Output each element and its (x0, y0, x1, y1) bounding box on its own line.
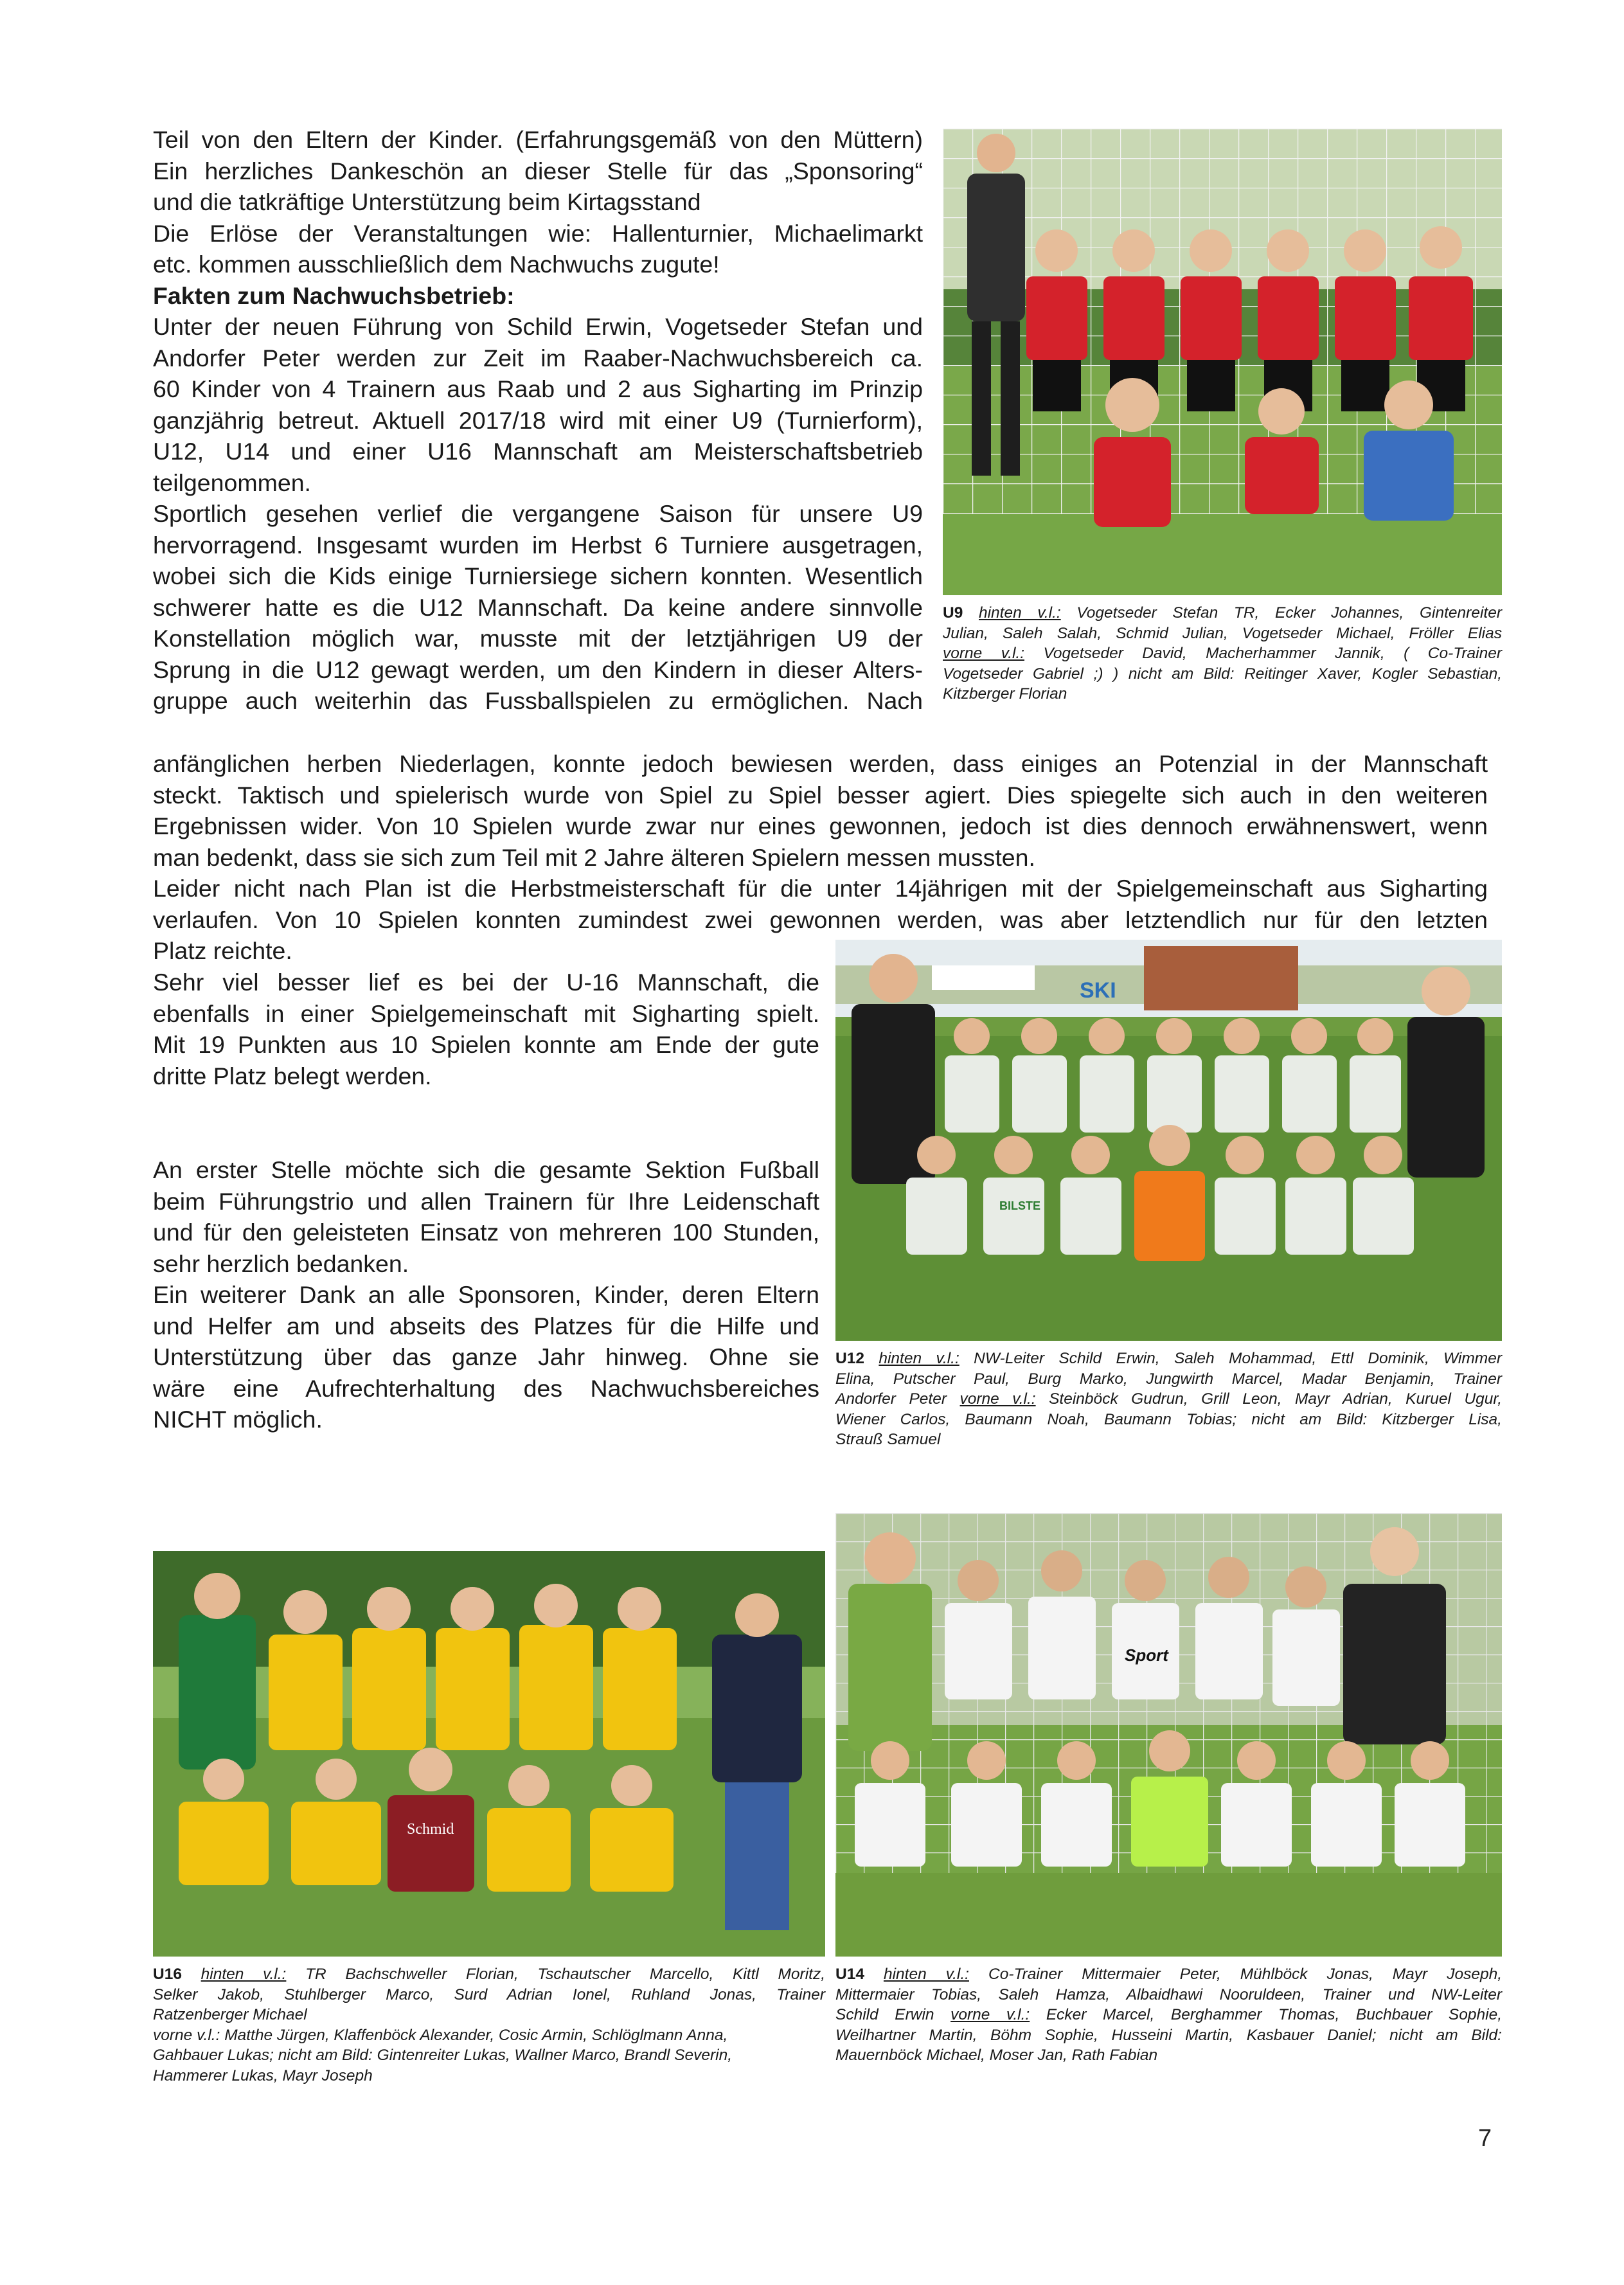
text-line: verlaufen. Von 10 Spielen konnten zumindest zwei gewonnen werden, was aber letztendlich nur für den letzten (153, 906, 1488, 933)
caption-label: vorne v.l.: (943, 645, 1025, 662)
text-line: Sehr viel besser lief es bei der U-16 Mannschaft, die (153, 969, 819, 996)
text-line: sehr herzlich bedanken. (153, 1250, 409, 1277)
text-line: Teil von den Eltern der Kinder. (Erfahrungsgemäß von den Müttern) (153, 126, 923, 153)
text-line: Sportlich gesehen verlief die vergangene Saison für unsere U9 (153, 500, 923, 527)
text-line: Mit 19 Punkten aus 10 Spielen konnte am Ende der gute (153, 1031, 819, 1058)
caption-label: vorne v.l.: (959, 1390, 1036, 1408)
caption-u16: U16 hinten v.l.: TR Bachschweller Florian, Tschautscher Marcello, Kittl Moritz, Selker Jakob, Stuhlberger Marco, Surd Adrian Ionel, Ruhland Jonas, Trainer Ratzenberger Michael vorne v.l.: Matthe Jürgen, Klaffenböck Alexander, Cosic Armin, Schlöglmann Anna, Gahbauer Lukas; nicht am Bild: Gintenreiter Lukas, Wallner Marco, Brandl Severin, Hammerer Lukas, Mayr Joseph (153, 1966, 825, 2084)
section-heading: Fakten zum Nachwuchsbetrieb: (153, 282, 515, 309)
text-line: Konstellation möglich war, musste mit der letztjährigen U9 der (153, 625, 923, 652)
text-line: Ergebnissen wider. Von 10 Spielen wurde zwar nur eines gewonnen, jedoch ist dies dennoch erwähnenswert, wenn (153, 812, 1488, 839)
caption-u9: U9 hinten v.l.: Vogetseder Stefan TR, Ecker Johannes, Gintenreiter Julian, Saleh Salah, Schmid Julian, Vogetseder Michael, Fröller Elias vorne v.l.: Vogetseder David, Macherhammer Jannik, ( Co-Trainer Vogetseder Gabriel ;) ) nicht am Bild: Reitinger Xaver, Kogler Sebastian, Kitzberger Florian (943, 604, 1503, 703)
text-line: und für den geleisteten Einsatz von mehreren 100 Stunden, (153, 1219, 819, 1246)
caption-team: U14 (835, 1966, 864, 1983)
text-line: An erster Stelle möchte sich die gesamte Sektion Fußball (153, 1156, 819, 1183)
text-line: Ein herzliches Dankeschön an dieser Stelle für das „Sponsoring“ (153, 157, 923, 184)
text-line: anfänglichen herben Niederlagen, konnte jedoch bewiesen werden, dass einiges an Potenzial in der Mannschaft (153, 750, 1488, 777)
caption-team: U9 (943, 604, 963, 622)
text-line: hervorragend. Insgesamt wurden im Herbst 6 Turniere ausgetragen, (153, 531, 923, 559)
text-line: beim Führungstrio und allen Trainern für Ihre Leidenschaft (153, 1187, 819, 1215)
banner-text: SKI (1080, 978, 1116, 1003)
text-line: man bedenkt, dass sie sich zum Teil mit 2 Jahre älteren Spielern messen mussten. (153, 843, 1035, 871)
text-line: Ein weiterer Dank an alle Sponsoren, Kinder, deren Eltern (153, 1281, 819, 1308)
text-line: Unterstützung über das ganze Jahr hinweg. Ohne sie (153, 1343, 819, 1370)
text-line: schwerer hatte es die U12 Mannschaft. Da keine andere sinnvolle (153, 593, 923, 621)
text-line: Sprung in die U12 gewagt werden, um den Kindern in dieser Alters- (153, 656, 923, 683)
caption-team: U16 (153, 1966, 182, 1983)
caption-label: hinten v.l.: (883, 1966, 969, 1983)
text-line: Platz reichte. (153, 937, 292, 964)
text-line: wäre eine Aufrechterhaltung des Nachwuchsbereiches (153, 1374, 819, 1402)
shirt-text: Schmid (407, 1821, 454, 1838)
text-line: U12, U14 und einer U16 Mannschaft am Meisterschaftsbetrieb (153, 438, 923, 465)
text-line: ganzjährig betreut. Aktuell 2017/18 wird mit einer U9 (Turnierform), (153, 406, 923, 434)
text-line: Andorfer Peter werden zur Zeit im Raaber-Nachwuchsbereich ca. (153, 344, 923, 372)
caption-team: U12 (835, 1350, 864, 1367)
team-photo-u12 (835, 940, 1502, 1341)
team-photo-u14 (835, 1513, 1502, 1957)
caption-label: hinten v.l.: (201, 1966, 287, 1983)
team-photo-u9 (943, 129, 1502, 595)
text-line: steckt. Taktisch und spielerisch wurde von Spiel zu Spiel besser agiert. Dies spiegelte sich auch in den weiteren (153, 781, 1488, 809)
text-line: teilgenommen. (153, 469, 311, 496)
text-line: wobei sich die Kids einige Turniersiege sichern konnten. Wesentlich (153, 562, 923, 589)
text-line: Die Erlöse der Veranstaltungen wie: Hallenturnier, Michaelimarkt (153, 219, 923, 247)
caption-label: vorne v.l.: (950, 2006, 1030, 2023)
text-line: Leider nicht nach Plan ist die Herbstmeisterschaft für die unter 14jährigen mit der Spielgemeinschaft aus Sigharting (153, 875, 1488, 902)
page-number: 7 (1478, 2125, 1492, 2152)
text-line: und Helfer am und abseits des Platzes für die Hilfe und (153, 1312, 819, 1340)
team-photo-u16 (153, 1551, 825, 1957)
caption-label: hinten v.l.: (879, 1350, 959, 1367)
text-line: Unter der neuen Führung von Schild Erwin, Vogetseder Stefan und (153, 313, 923, 340)
shirt-text: Sport (1125, 1645, 1168, 1665)
text-line: etc. kommen ausschließlich dem Nachwuchs zugute! (153, 251, 720, 278)
text-line: dritte Platz belegt werden. (153, 1062, 432, 1089)
text-line: ebenfalls in einer Spielgemeinschaft mit Sigharting spielt. (153, 999, 819, 1027)
text-line: und die tatkräftige Unterstützung beim Kirtagsstand (153, 188, 701, 215)
text-line: gruppe auch weiterhin das Fussballspielen zu ermöglichen. Nach (153, 687, 923, 714)
text-line: NICHT möglich. (153, 1406, 323, 1433)
shirt-text: BILSTE (999, 1199, 1041, 1212)
text-line: 60 Kinder von 4 Trainern aus Raab und 2 aus Sigharting im Prinzip (153, 375, 923, 402)
caption-u14: U14 hinten v.l.: Co-Trainer Mittermaier Peter, Mühlböck Jonas, Mayr Joseph, Mittermaier Tobias, Saleh Hamza, Albaidhawi Nooruldeen, Trainer und NW-Leiter Schild Erwin vorne v.l.: Ecker Marcel, Berghammer Thomas, Buchbauer Sophie, Weilhartner Martin, Böhm Sophie, Husseini Martin, Kasbauer Daniel; nicht am Bild: Mauernböck Michael, Moser Jan, Rath Fabian (835, 1966, 1503, 2064)
caption-u12: U12 hinten v.l.: NW-Leiter Schild Erwin, Saleh Mohammad, Ettl Dominik, Wimmer Elina, Putscher Paul, Burg Marko, Jungwirth Marcel, Madar Benjamin, Trainer Andorfer Peter vorne v.l.: Steinböck Gudrun, Grill Leon, Mayr Adrian, Kuruel Ugur, Wiener Carlos, Baumann Noah, Baumann Tobias; nicht am Bild: Kitzberger Lisa, Strauß Samuel (835, 1350, 1503, 1448)
caption-label: hinten v.l.: (978, 604, 1061, 622)
